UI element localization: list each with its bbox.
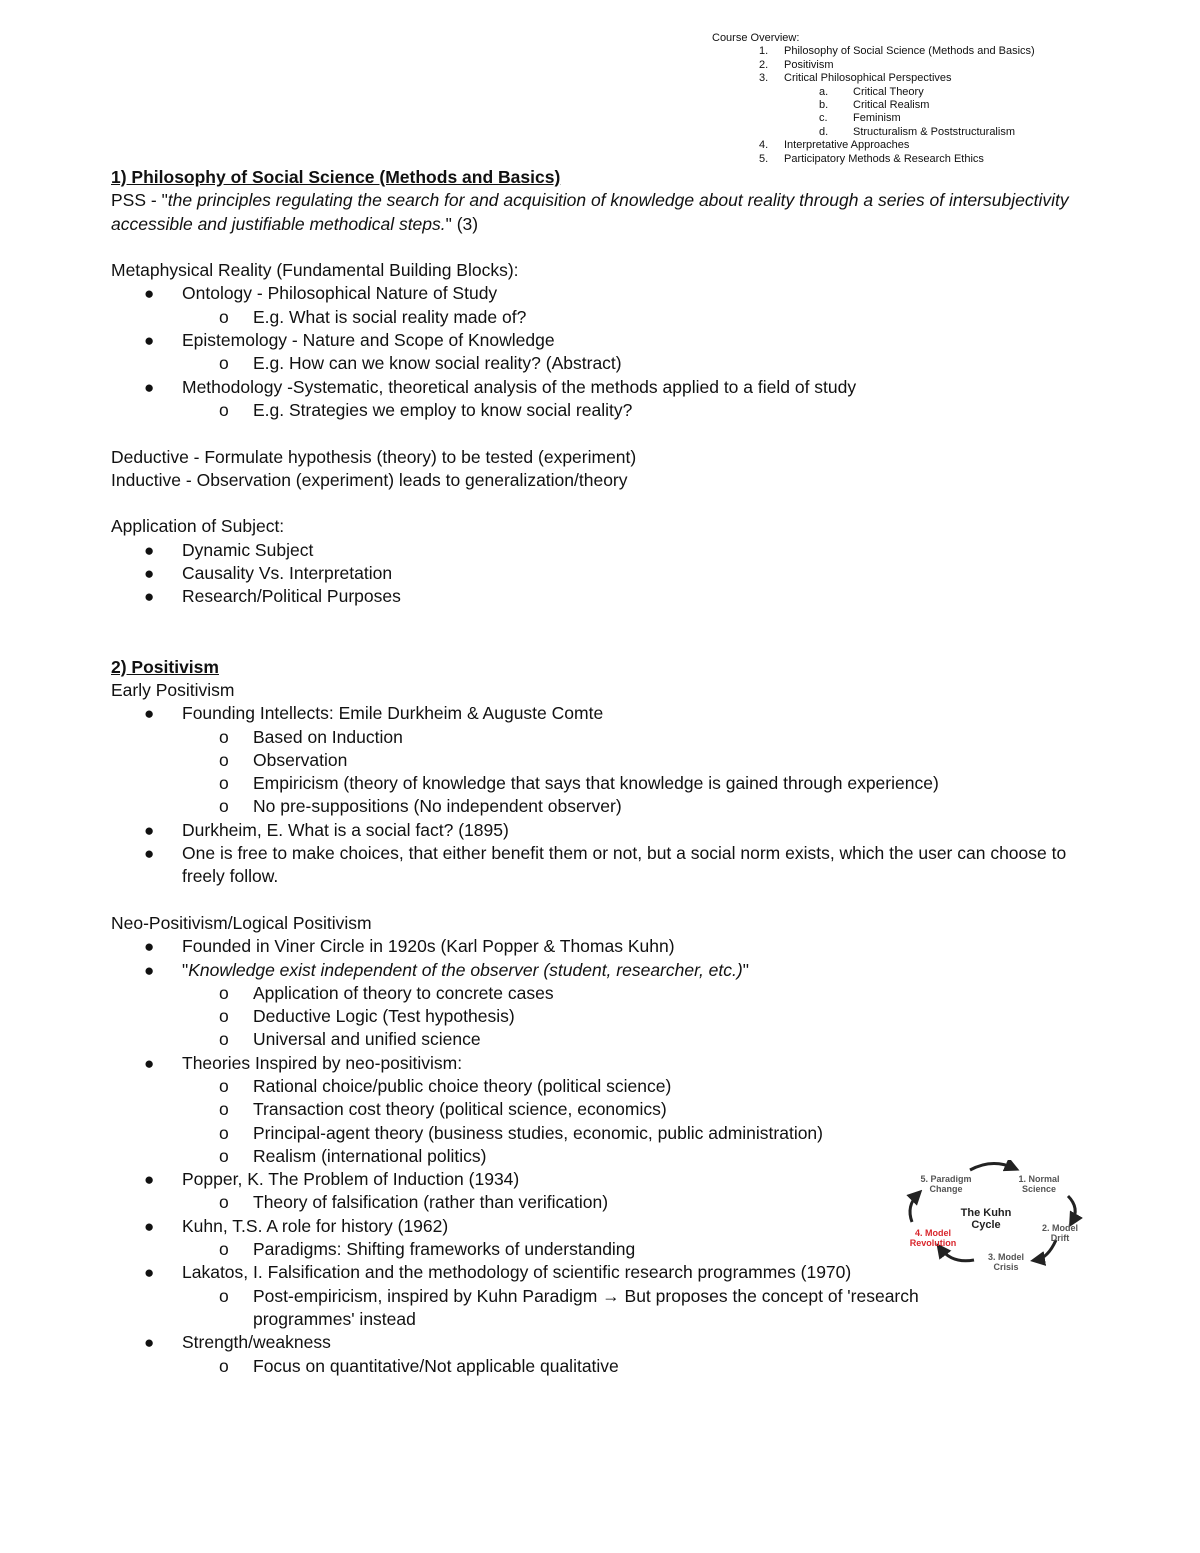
pss-quote: the principles regulating the search for and acquisition of knowledge about reality through a series of intersubjectivity accessible and justifiable methodical steps. xyxy=(111,190,1069,234)
list-item: ● Strength/weakness xyxy=(111,1331,1111,1354)
bullet-icon: ● xyxy=(144,1263,155,1283)
neo-positivism-title: Neo-Positivism/Logical Positivism xyxy=(111,912,372,933)
label-model-crisis: 3. Model Crisis xyxy=(987,1252,1025,1272)
sub-list-item: o E.g. What is social reality made of? xyxy=(111,306,1111,329)
sub-bullet-icon: o xyxy=(219,1355,229,1376)
bullet-icon: ● xyxy=(144,284,155,304)
sub-list-item: o Application of theory to concrete cases xyxy=(111,982,1111,1005)
sub-list-item: o Deductive Logic (Test hypothesis) xyxy=(111,1005,1111,1028)
list-item: ● Methodology -Systematic, theoretical analysis of the methods applied to a field of study xyxy=(111,376,1111,399)
early-positivism-title: Early Positivism xyxy=(111,679,235,700)
overview-subitem: a. Critical Theory xyxy=(819,85,924,98)
sub-list-item: o Focus on quantitative/Not applicable qualitative xyxy=(111,1355,1111,1378)
bullet-icon: ● xyxy=(144,377,155,397)
label-normal-science: 1. Normal Science xyxy=(1018,1174,1060,1194)
sub-bullet-icon: o xyxy=(219,1122,229,1143)
sub-list-item: o Empiricism (theory of knowledge that says that knowledge is gained through experience) xyxy=(111,772,1111,795)
sub-list-item: o E.g. How can we know social reality? (Abstract) xyxy=(111,352,1111,375)
sub-bullet-icon: o xyxy=(219,1285,229,1306)
bullet-icon: ● xyxy=(144,1333,155,1353)
sub-bullet-icon: o xyxy=(219,726,229,747)
sub-bullet-icon: o xyxy=(219,1099,229,1120)
list-item: ● Causality Vs. Interpretation xyxy=(111,562,1111,585)
sub-list-item: o Rational choice/public choice theory (political science) xyxy=(111,1075,1111,1098)
sub-bullet-icon: o xyxy=(219,1029,229,1050)
sub-bullet-icon: o xyxy=(219,399,229,420)
sub-bullet-icon: o xyxy=(219,1239,229,1260)
sub-list-item: o Universal and unified science xyxy=(111,1028,1111,1051)
section-1-heading: 1) Philosophy of Social Science (Methods and Basics) xyxy=(111,167,561,187)
sub-bullet-icon: o xyxy=(219,773,229,794)
bullet-icon: ● xyxy=(144,564,155,584)
label-paradigm-change: 5. Paradigm Change xyxy=(920,1174,972,1194)
sub-list-item: o Observation xyxy=(111,749,1111,772)
sub-bullet-icon: o xyxy=(219,796,229,817)
sub-bullet-icon: o xyxy=(219,353,229,374)
inductive-text: Inductive - Observation (experiment) leads to generalization/theory xyxy=(111,469,628,490)
bullet-icon: ● xyxy=(144,1170,155,1190)
list-item: ● "Knowledge exist independent of the observer (student, researcher, etc.)" xyxy=(111,959,1111,982)
list-item: ● Dynamic Subject xyxy=(111,539,1111,562)
sub-bullet-icon: o xyxy=(219,306,229,327)
overview-subitem: d. Structuralism & Poststructuralism xyxy=(819,125,1015,138)
sub-bullet-icon: o xyxy=(219,982,229,1003)
list-item: ● Popper, K. The Problem of Induction (1934) xyxy=(111,1168,1111,1191)
sub-bullet-icon: o xyxy=(219,1075,229,1096)
list-item: ● Founding Intellects: Emile Durkheim & Auguste Comte xyxy=(111,702,1111,725)
pss-definition: PSS - "the principles regulating the search for and acquisition of knowledge about reality through a series of intersubjectivity accessible and justifiable methodical steps." (3) xyxy=(111,190,1069,234)
metaphysical-title: Metaphysical Reality (Fundamental Building Blocks): xyxy=(111,260,519,281)
sub-list-item: o Post-empiricism, inspired by Kuhn Paradigm → But proposes the concept of 'research programmes' instead xyxy=(219,1285,919,1329)
bullet-icon: ● xyxy=(144,820,155,840)
cycle-arrow-right xyxy=(1068,1196,1075,1222)
bullet-icon: ● xyxy=(144,331,155,351)
course-overview xyxy=(712,32,1035,166)
bullet-icon: ● xyxy=(144,587,155,607)
cycle-arrow-left xyxy=(910,1194,918,1222)
list-item: ● Ontology - Philosophical Nature of Study xyxy=(111,282,1111,305)
overview-subitem: c. Feminism xyxy=(819,112,901,125)
kuhn-cycle-diagram xyxy=(900,1160,1084,1272)
label-model-drift: 2. Model Drift xyxy=(1041,1223,1079,1243)
sub-bullet-icon: o xyxy=(219,1006,229,1027)
sub-list-item: o Realism (international politics) xyxy=(111,1145,1111,1168)
sub-list-item: o E.g. Strategies we employ to know social reality? xyxy=(111,399,1111,422)
bullet-icon: ● xyxy=(144,960,155,980)
sub-bullet-icon: o xyxy=(219,1192,229,1213)
cycle-arrow-bottom-right xyxy=(1036,1240,1056,1260)
sub-list-item: o No pre-suppositions (No independent observer) xyxy=(111,795,1111,818)
sub-list-item: o Transaction cost theory (political science, economics) xyxy=(111,1098,1111,1121)
sub-list-item: o Theory of falsification (rather than verification) xyxy=(111,1191,1111,1214)
kuhn-cycle-title: The Kuhn Cycle xyxy=(960,1207,1012,1231)
overview-item: 2. Positivism xyxy=(759,58,834,71)
list-item: ● Lakatos, I. Falsification and the methodology of scientific research programmes (1970) xyxy=(111,1261,1111,1284)
bullet-icon: ● xyxy=(144,540,155,560)
overview-item: 1. Philosophy of Social Science (Methods and Basics) xyxy=(759,45,1035,58)
sub-list-item: o Principal-agent theory (business studies, economic, public administration) xyxy=(111,1122,1111,1145)
list-item: ● Epistemology - Nature and Scope of Knowledge xyxy=(111,329,1111,352)
list-item: ● Theories Inspired by neo-positivism: xyxy=(111,1052,1111,1075)
section-2-heading: 2) Positivism xyxy=(111,656,219,677)
deductive-text: Deductive - Formulate hypothesis (theory) to be tested (experiment) xyxy=(111,446,637,467)
list-item: ● Research/Political Purposes xyxy=(111,585,1111,608)
sub-bullet-icon: o xyxy=(219,1145,229,1166)
bullet-icon: ● xyxy=(144,844,155,864)
bullet-icon: ● xyxy=(144,1216,155,1236)
bullet-icon: ● xyxy=(144,937,155,957)
list-item: ● Durkheim, E. What is a social fact? (1895) xyxy=(111,819,1111,842)
overview-item: 4. Interpretative Approaches xyxy=(759,139,910,152)
list-item: ● Kuhn, T.S. A role for history (1962) xyxy=(111,1215,1111,1238)
overview-item: 3. Critical Philosophical Perspectives xyxy=(759,72,952,85)
bullet-icon: ● xyxy=(144,1053,155,1073)
knowledge-quote: Knowledge exist independent of the observer (student, researcher, etc.) xyxy=(188,959,743,980)
overview-subitem: b. Critical Realism xyxy=(819,98,930,111)
cycle-arrow-bottom-left xyxy=(940,1248,974,1261)
cycle-arrow-top xyxy=(970,1163,1014,1170)
sub-list-item: o Paradigms: Shifting frameworks of understanding xyxy=(111,1238,1111,1261)
label-model-revolution: 4. Model Revolution xyxy=(909,1228,957,1248)
bullet-icon: ● xyxy=(144,704,155,724)
course-overview-title: Course Overview: xyxy=(712,32,800,44)
application-title: Application of Subject: xyxy=(111,516,285,537)
overview-item: 5. Participatory Methods & Research Ethics xyxy=(759,152,984,165)
list-item: ● Founded in Viner Circle in 1920s (Karl Popper & Thomas Kuhn) xyxy=(111,935,1111,958)
sub-list-item: o Based on Induction xyxy=(111,726,1111,749)
sub-bullet-icon: o xyxy=(219,749,229,770)
list-item: ● One is free to make choices, that either benefit them or not, but a social norm exists, which the user can choose to freely follow. xyxy=(144,843,1067,887)
